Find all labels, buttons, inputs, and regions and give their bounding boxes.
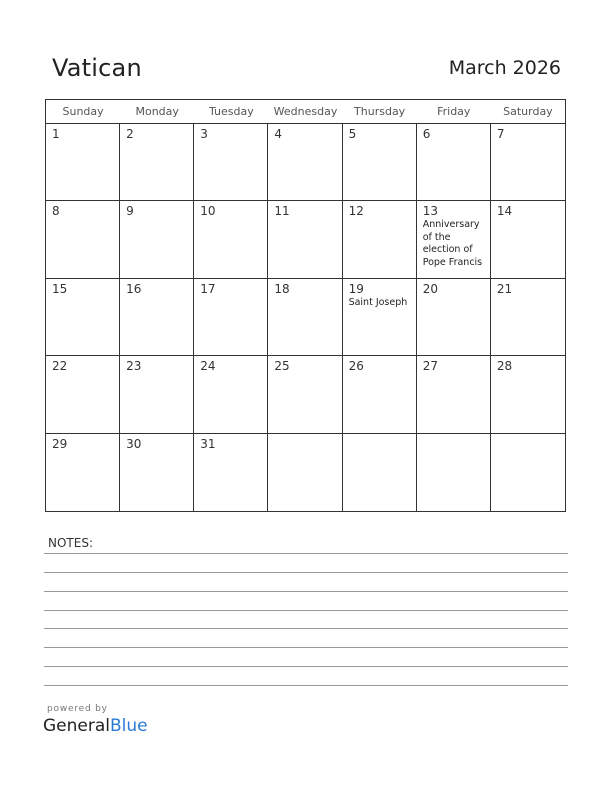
note-line — [44, 591, 568, 592]
day-cell — [417, 356, 491, 433]
day-cell — [491, 201, 565, 278]
note-line — [44, 553, 568, 554]
day-number: 12 — [348, 204, 364, 219]
note-line — [44, 628, 568, 629]
day-number: 29 — [52, 436, 68, 451]
day-number: 2 — [126, 127, 134, 141]
day-cell — [343, 124, 417, 201]
day-number: 20 — [422, 281, 438, 296]
notes-label: NOTES: — [48, 536, 93, 550]
note-line — [44, 685, 568, 686]
note-line — [44, 666, 568, 667]
holiday-label: Anniversary of the election of Pope Francis — [422, 219, 483, 268]
day-cell — [417, 124, 491, 201]
day-cell — [120, 201, 194, 278]
note-line — [44, 572, 568, 573]
day-number: 25 — [274, 359, 290, 374]
weekday-thursday: Thursday — [354, 105, 406, 118]
day-number: 9 — [126, 204, 134, 219]
day-number: 18 — [274, 281, 290, 296]
calendar-country-title: Vatican — [52, 54, 142, 82]
day-cell — [194, 124, 268, 201]
day-number: 27 — [422, 359, 438, 374]
day-number: 24 — [200, 359, 216, 374]
calendar-month-title: March 2026 — [448, 57, 561, 79]
note-line — [44, 610, 568, 611]
day-cell — [491, 434, 565, 511]
logo-general-text: General — [43, 716, 110, 736]
day-cell — [343, 201, 417, 278]
day-cell — [343, 434, 417, 511]
day-cell — [491, 356, 565, 433]
day-number: 26 — [348, 359, 364, 374]
day-cell — [268, 356, 342, 433]
day-number: 22 — [52, 359, 68, 374]
day-cells-grid — [46, 124, 565, 511]
day-cell — [46, 279, 120, 356]
day-cell — [46, 434, 120, 511]
day-cell — [268, 201, 342, 278]
day-cell — [46, 201, 120, 278]
day-cell — [46, 356, 120, 433]
day-number: 1 — [52, 127, 60, 141]
day-number: 17 — [200, 281, 216, 296]
day-cell — [417, 434, 491, 511]
day-cell — [194, 356, 268, 433]
day-number: 28 — [496, 359, 513, 374]
day-number: 16 — [126, 281, 142, 296]
day-cell — [343, 279, 417, 356]
day-cell — [491, 124, 565, 201]
generalblue-logo — [43, 716, 148, 736]
day-number: 4 — [274, 127, 283, 141]
day-number: 30 — [126, 436, 142, 451]
day-cell — [194, 201, 268, 278]
note-line — [44, 647, 568, 648]
powered-by-text: powered by — [47, 704, 108, 714]
day-number: 19 — [348, 281, 364, 296]
day-cell — [268, 434, 342, 511]
weekday-sunday: Sunday — [62, 105, 104, 118]
day-cell — [417, 201, 491, 278]
day-cell — [268, 124, 342, 201]
day-number: 8 — [52, 204, 60, 219]
weekday-saturday: Saturday — [503, 105, 553, 118]
day-cell — [120, 356, 194, 433]
day-number: 15 — [52, 281, 68, 296]
day-cell — [120, 124, 194, 201]
day-number: 13 — [422, 204, 438, 219]
day-number: 31 — [200, 436, 216, 451]
day-cell — [194, 279, 268, 356]
day-number: 23 — [126, 359, 142, 374]
day-cell — [46, 124, 120, 201]
day-cell — [194, 434, 268, 511]
weekday-friday: Friday — [437, 105, 471, 118]
weekday-tuesday: Tuesday — [208, 105, 254, 118]
day-number: 10 — [200, 204, 216, 219]
day-cell — [120, 434, 194, 511]
weekday-header-row — [46, 100, 565, 124]
day-cell — [268, 279, 342, 356]
holiday-label: Saint Joseph — [348, 296, 408, 308]
day-cell — [343, 356, 417, 433]
day-number: 7 — [496, 127, 505, 141]
day-number: 6 — [422, 127, 431, 141]
weekday-monday: Monday — [135, 105, 179, 118]
day-number: 5 — [348, 127, 357, 141]
day-number: 11 — [274, 204, 290, 219]
day-number: 3 — [200, 127, 208, 141]
day-cell — [417, 279, 491, 356]
weekday-wednesday: Wednesday — [273, 105, 338, 118]
day-cell — [491, 279, 565, 356]
calendar-grid — [45, 99, 566, 512]
logo-blue-text: Blue — [110, 716, 148, 736]
day-cell — [120, 279, 194, 356]
day-number: 14 — [496, 204, 513, 219]
day-number: 21 — [496, 281, 513, 296]
